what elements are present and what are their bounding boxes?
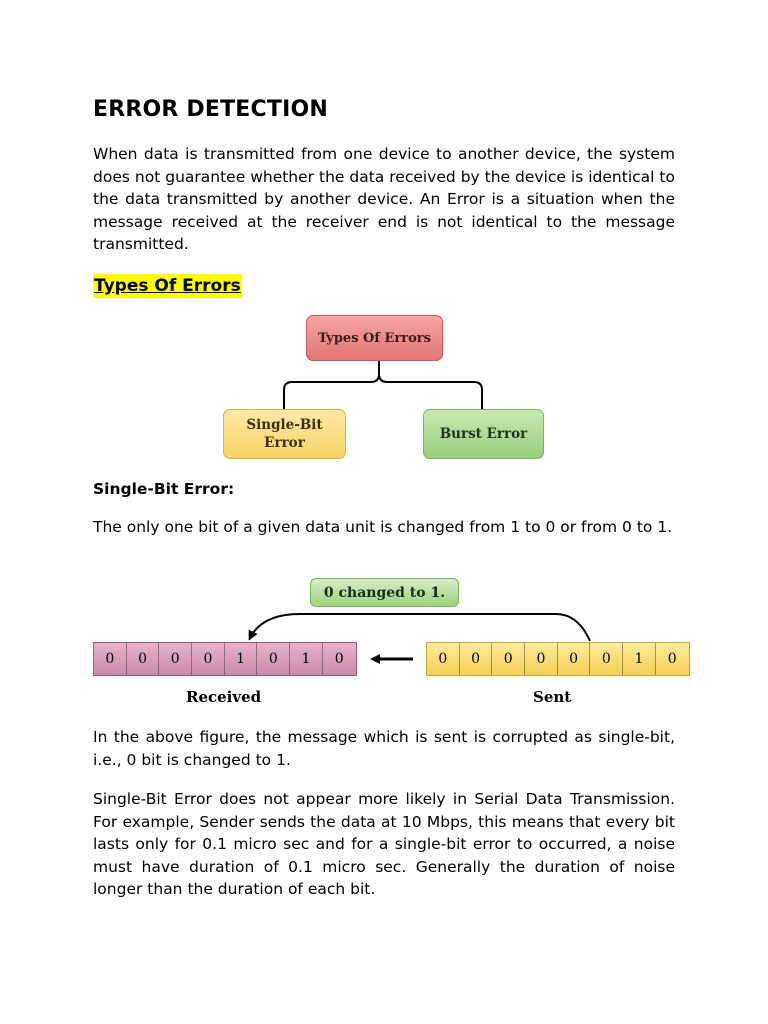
sent-bit-cell: 0 <box>667 651 677 667</box>
types-of-errors-heading: Types Of Errors <box>94 276 241 296</box>
received-bits-strip <box>93 642 357 676</box>
sent-bit-cell: 1 <box>623 643 656 675</box>
received-bit-cell: 1 <box>290 643 323 675</box>
received-bit-cell: 0 <box>334 651 344 667</box>
received-bit-cell: 0 <box>159 643 192 675</box>
single-bit-node-label: Single-Bit Error <box>246 417 323 451</box>
received-bit-cell: 1 <box>225 643 258 675</box>
serial-transmission-paragraph: Single-Bit Error does not appear more likely in Serial Data Transmission. For example, Sender sends the data at 10 Mbps, this means that every bit lasts only for 0.1 micro sec and for a single-bit error to occurred, a noise must have duration of 0.1 micro sec. Generally the duration of noise longer than the duration of each bit. <box>93 790 675 899</box>
curved-change-arrow <box>250 614 590 641</box>
sent-bit-cell: 0 <box>492 643 525 675</box>
sent-bit-cell: 0 <box>590 643 623 675</box>
received-bit-cell: 0 <box>192 643 225 675</box>
figure-explanation: In the above figure, the message which is sent is corrupted as single-bit, i.e., 0 bit is changed to 1. <box>93 728 675 769</box>
sent-bit-cell: 0 <box>460 643 493 675</box>
sent-caption: Sent <box>533 688 572 706</box>
page-title: ERROR DETECTION <box>93 97 328 122</box>
received-bit-cell: 0 <box>257 643 290 675</box>
types-root-node: Types Of Errors <box>306 315 443 361</box>
intro-paragraph: When data is transmitted from one device to another device, the system does not guarantee whether the data received by the device is identical to the data transmitted by another device. An Error is a situation when the message received at the receiver end is not identical to the message transmitted. <box>93 145 675 254</box>
single-bit-heading: Single-Bit Error: <box>93 480 235 498</box>
change-label: 0 changed to 1. <box>310 578 459 607</box>
single-bit-description: The only one bit of a given data unit is changed from 1 to 0 or from 0 to 1. <box>93 518 673 536</box>
sent-bit-cell: 0 <box>525 643 558 675</box>
sent-bit-cell: 0 <box>427 643 460 675</box>
burst-error-node: Burst Error <box>423 409 544 459</box>
sent-bits-strip <box>426 642 690 676</box>
received-bit-cell: 0 <box>94 643 127 675</box>
received-bit-cell: 0 <box>127 643 160 675</box>
received-caption: Received <box>186 688 262 706</box>
sent-bit-cell: 0 <box>558 643 591 675</box>
